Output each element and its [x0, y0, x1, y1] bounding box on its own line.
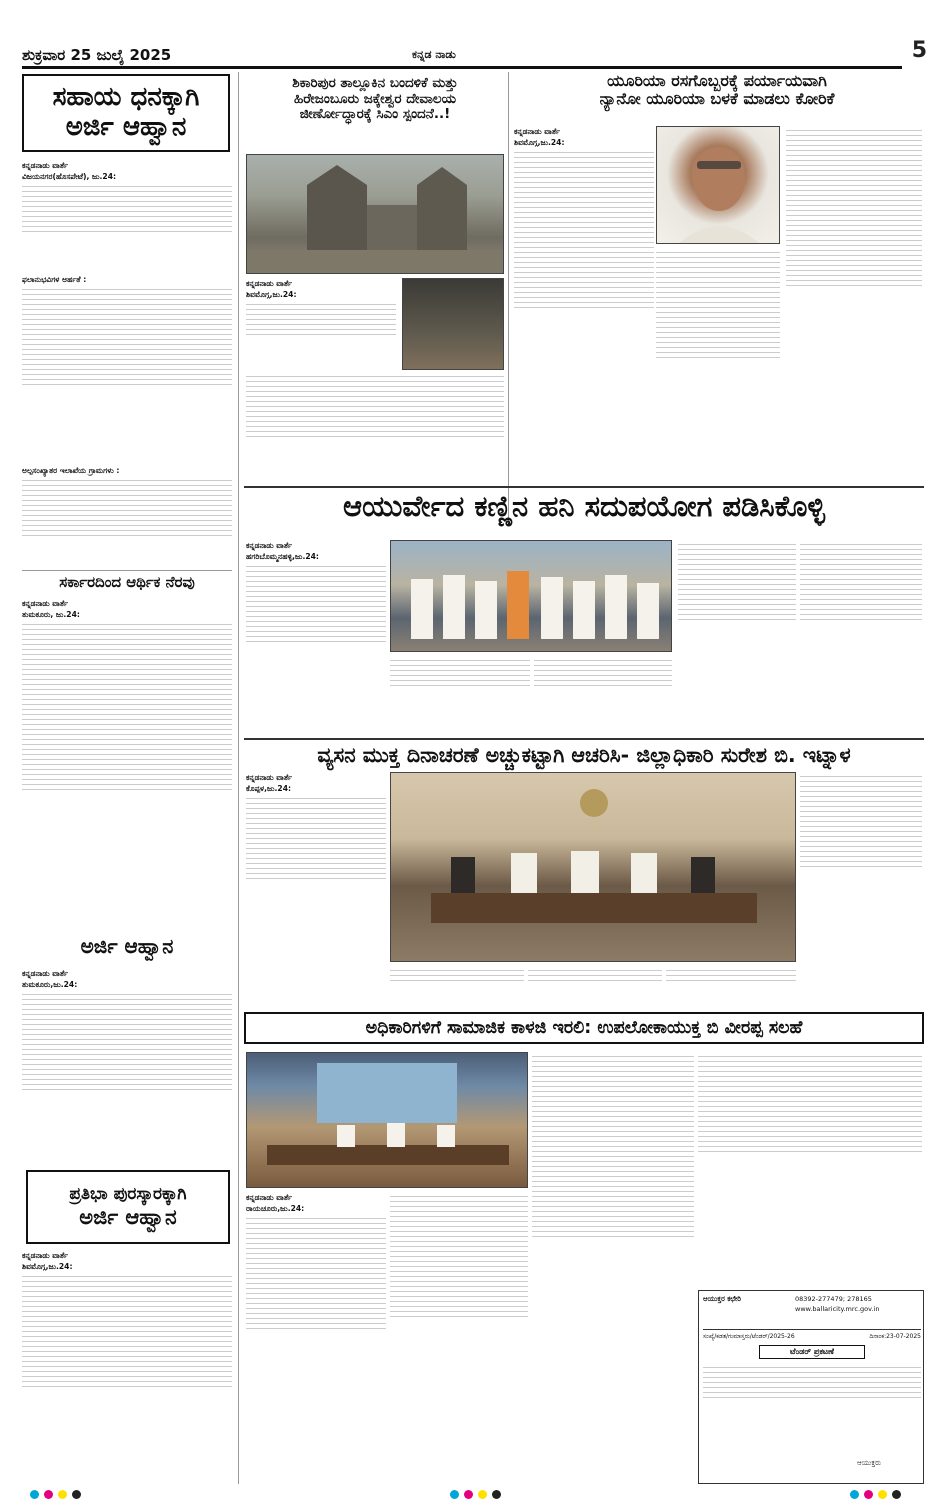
ayurveda-text-block: [246, 562, 386, 748]
lokayukta-text-block-2: [390, 1192, 528, 1482]
addiction-byline: ಕನ್ನಡನಾಡು ವಾರ್ತೆ: [246, 773, 293, 782]
ayurveda-byline: ಕನ್ನಡನಾಡು ವಾರ್ತೆ: [246, 541, 293, 550]
urea-text-block-3: [786, 126, 922, 500]
lokayukta-headline-box: [244, 1012, 924, 1044]
tender-notice: [698, 1290, 924, 1484]
story4-byline: ಕನ್ನಡನಾಡು ವಾರ್ತೆ: [22, 1251, 69, 1260]
temple-body: [246, 278, 396, 380]
lokayukta-headline: ಅಧಿಕಾರಿಗಳಿಗೆ ಸಾಮಾಜಿಕ ಕಾಳಜಿ ಇರಲಿ: ಉಪಲೋಕಾಯುಕ್ತ ಬಿ ವೀರಪ್ಪ ಸಲಹೆ: [365, 1017, 803, 1038]
tender-title: ಟೆಂಡರ್ ಪ್ರಕಟಣೆ: [759, 1345, 865, 1359]
urea-headline-line1: ಯೂರಿಯಾ ರಸಗೊಬ್ಬರಕ್ಕೆ ಪರ್ಯಾಯವಾಗಿ: [607, 71, 827, 90]
official-portrait-photo: [656, 126, 780, 244]
addiction-text-block-2: [390, 966, 524, 1002]
lokayukta-body-col1: [246, 1192, 386, 1480]
lokayukta-dateline: ರಾಯಚೂರು,ಜು.24:: [246, 1204, 305, 1213]
urea-headline-line2: ನ್ಯಾನೋ ಯೂರಿಯಾ ಬಳಕೆ ಮಾಡಲು ಕೋರಿಕೆ: [599, 89, 835, 109]
reg-mark-cyan: [30, 1490, 39, 1499]
reg-mark-cyan: [850, 1490, 859, 1499]
urea-byline: ಕನ್ನಡನಾಡು ವಾರ್ತೆ: [514, 127, 561, 136]
tender-website: www.ballaricity.mrc.gov.in: [795, 1305, 880, 1313]
meeting-illustration: [391, 773, 796, 962]
story1-text-block-2: [22, 285, 232, 465]
eye-drop-camp-photo: [390, 540, 672, 652]
print-registration-marks: [30, 1490, 915, 1502]
story1-headline-box: [22, 74, 230, 152]
reg-mark-cyan: [450, 1490, 459, 1499]
temple-text-block: [246, 300, 396, 380]
temple-headline-line2: ಹಿರೇಜಂಬೂರು ಜಕ್ಕೇಶ್ವರ ದೇವಾಲಯ: [293, 90, 457, 107]
reg-mark-yellow: [478, 1490, 487, 1499]
story4-body: [22, 1250, 232, 1476]
temple-illustration: [247, 155, 504, 274]
story3-headline: ಅರ್ಜಿ ಆಹ್ವಾನ: [80, 934, 174, 958]
story1-byline: ಕನ್ನಡನಾಡು ವಾರ್ತೆ: [22, 161, 69, 170]
divider: [244, 486, 924, 488]
urea-text-block-2: [656, 248, 780, 500]
page-header: [22, 38, 927, 68]
ayurveda-text-block-3: [534, 656, 672, 732]
story4-headline-box: [26, 1170, 230, 1244]
story3-byline: ಕನ್ನಡನಾಡು ವಾರ್ತೆ: [22, 969, 69, 978]
story1-subhead-villages: ಅಲ್ಪಸಂಖ್ಯಾತರ ಇಲಾಖೆಯ ಗ್ರಾಮಗಳು :: [22, 466, 120, 475]
story2-text-block: [22, 620, 232, 928]
urea-body-col1: [514, 126, 654, 520]
column-divider: [508, 72, 509, 522]
ayurveda-text-block-2: [390, 656, 530, 732]
tender-phone: 08392-277479; 278165: [795, 1295, 872, 1303]
urea-dateline: ಶಿವಮೊಗ್ಗ,ಜು.24:: [514, 138, 565, 147]
addiction-text-block: [246, 794, 386, 994]
temple-byline: ಕನ್ನಡನಾಡು ವಾರ್ತೆ: [246, 279, 293, 288]
story4-headline-line2: ಅರ್ಜಿ ಆಹ್ವಾನ: [79, 1204, 177, 1229]
tender-text-block: [703, 1363, 921, 1449]
group-illustration: [391, 541, 672, 652]
reg-mark-black: [892, 1490, 901, 1499]
story1-headline-line1: ಸಹಾಯ ಧನಕ್ಕಾಗಿ: [52, 82, 200, 113]
temple-dateline: ಶಿವಮೊಗ್ಗ,ಜು.24:: [246, 290, 297, 299]
column-divider: [238, 72, 239, 1484]
reg-mark-yellow: [878, 1490, 887, 1499]
reg-mark-magenta: [464, 1490, 473, 1499]
story3-dateline: ತುಮಕೂರು,ಜು.24:: [22, 980, 78, 989]
ayurveda-dateline: ಹಗರಿಬೊಮ್ಮನಹಳ್ಳಿ,ಜು.24:: [246, 552, 319, 561]
story2-headline: ಸರ್ಕಾರದಿಂದ ಆರ್ಥಿಕ ನೆರವು: [59, 573, 195, 591]
header-rule: [22, 66, 902, 69]
story4-dateline: ಶಿವಮೊಗ್ಗ,ಜು.24:: [22, 1262, 73, 1271]
reg-mark-magenta: [864, 1490, 873, 1499]
story2-byline: ಕನ್ನಡನಾಡು ವಾರ್ತೆ: [22, 599, 69, 608]
temple-photo: [246, 154, 504, 274]
story1-dateline: ವಿಜಯನಗರ(ಹೊಸಪೇಟೆ), ಜು.24:: [22, 172, 117, 181]
addiction-text-block-4: [666, 966, 796, 1002]
tender-signature: ಆಯುಕ್ತರು: [856, 1459, 882, 1467]
story1-subhead-eligibility: ಫಲಾನುಭವಿಗಳ ಅರ್ಹತೆ :: [22, 275, 87, 284]
urea-text-block: [514, 148, 654, 520]
reg-mark-yellow: [58, 1490, 67, 1499]
addiction-body-col1: [246, 772, 386, 994]
story3-text-block: [22, 990, 232, 1168]
issue-date: ಶುಕ್ರವಾರ 25 ಜುಲೈ 2025: [22, 46, 172, 64]
temple-headline: [246, 76, 504, 123]
story4-headline-line1: ಪ್ರತಿಭಾ ಪುರಸ್ಕಾರಕ್ಕಾಗಿ: [69, 1184, 187, 1205]
lokayukta-byline: ಕನ್ನಡನಾಡು ವಾರ್ತೆ: [246, 1193, 293, 1202]
lokayukta-text-block: [246, 1214, 386, 1480]
tender-office: ಆಯುಕ್ತರ ಕಛೇರಿ: [703, 1295, 741, 1303]
masthead: [412, 48, 456, 62]
reg-mark-magenta: [44, 1490, 53, 1499]
divider: [703, 1329, 921, 1330]
ayurveda-body-col1: [246, 540, 386, 748]
story2-body: [22, 598, 232, 928]
reg-mark-black: [492, 1490, 501, 1499]
addiction-dateline: ಕೊಪ್ಪಳ,ಜು.24:: [246, 784, 292, 793]
addiction-headline: ವ್ಯಸನ ಮುಕ್ತ ದಿನಾಚರಣೆ ಅಚ್ಚುಕಟ್ಟಾಗಿ ಆಚರಿಸಿ- ಜಿಲ್ಲಾಧಿಕಾರಿ ಸುರೇಶ ಬಿ. ಇಟ್ನಾಳ: [317, 743, 851, 767]
story1-text-block: [22, 182, 232, 274]
hall-illustration: [247, 1053, 528, 1188]
temple-headline-line1: ಶಿಕಾರಿಪುರ ತಾಲ್ಲೂಕಿನ ಬಂದಳಿಕೆ ಮತ್ತು: [292, 75, 458, 91]
ayurveda-text-block-4: [678, 540, 796, 732]
portrait-illustration: [657, 127, 780, 244]
story4-text-block: [22, 1272, 232, 1476]
lokayukta-meeting-photo: [246, 1052, 528, 1188]
page-number: 5: [911, 38, 927, 63]
divider: [244, 738, 924, 740]
lokayukta-text-block-4: [698, 1052, 922, 1284]
reg-mark-black: [72, 1490, 81, 1499]
tender-date: ದಿನಾಂಕ:23-07-2025: [869, 1333, 921, 1340]
story1-body: [22, 160, 232, 588]
urea-headline: [512, 72, 922, 109]
ayurveda-text-block-5: [800, 540, 922, 732]
story3-body: [22, 968, 232, 1168]
meeting-photo: [390, 772, 796, 962]
story1-text-block-3: [22, 476, 232, 588]
addiction-text-block-5: [800, 772, 922, 1002]
shrine-photo: [402, 278, 504, 370]
masthead-title: ಕನ್ನಡ ನಾಡು: [412, 48, 456, 61]
story2-dateline: ತುಮಕೂರು, ಜು.24:: [22, 610, 80, 619]
divider: [22, 570, 232, 571]
lokayukta-text-block-3: [532, 1052, 694, 1482]
tender-ref: ಸಂಖ್ಯೆ/ಕಡತ/ಗುಮಾಸ್ತರು/ಟೆಂಡರ್/2025-26: [703, 1333, 795, 1340]
story1-headline-line2: ಅರ್ಜಿ ಆಹ್ವಾನ: [65, 112, 187, 142]
ayurveda-headline: ಆಯುರ್ವೇದ ಕಣ್ಣಿನ ಹನಿ ಸದುಪಯೋಗ ಪಡಿಸಿಕೊಳ್ಳಿ: [342, 489, 826, 523]
temple-headline-line3: ಜೀರ್ಣೋದ್ಧಾರಕ್ಕೆ ಸಿಎಂ ಸ್ಪಂದನೆ..!: [299, 106, 451, 123]
addiction-text-block-3: [528, 966, 662, 1002]
